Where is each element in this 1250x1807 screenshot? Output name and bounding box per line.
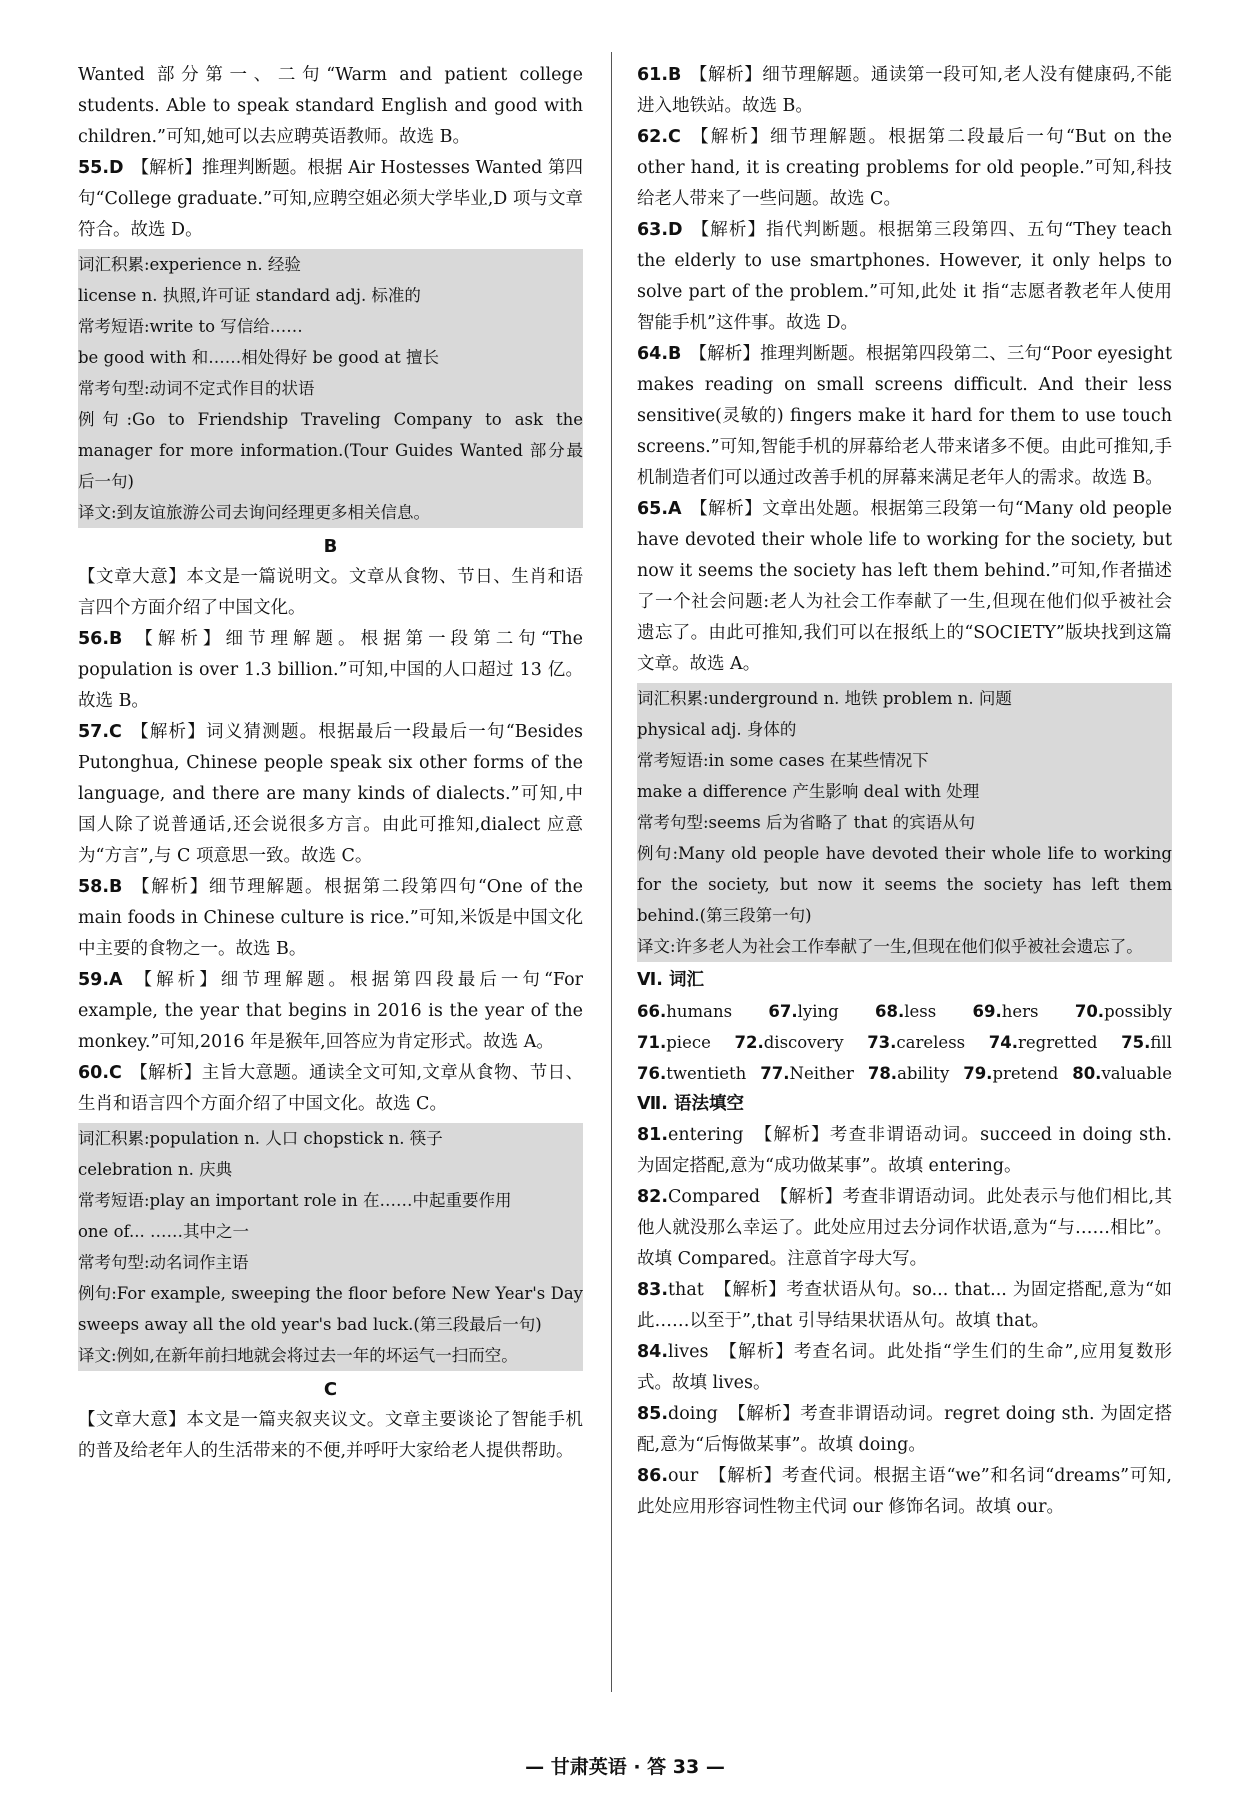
answer-86: 86.our 【解析】考查代词。根据主语“we”和名词“dreams”可知,此处应用形容词性物主代词 our 修饰名词。故填 our。 bbox=[637, 1466, 1172, 1517]
vocab-item: 66.humans bbox=[637, 1002, 733, 1021]
vocab-item: 73.careless bbox=[867, 1033, 966, 1052]
answer-61: 61.B 【解析】细节理解题。通读第一段可知,老人没有健康码,不能进入地铁站。故选 B。 bbox=[637, 65, 1172, 116]
vocab-item: 74.regretted bbox=[988, 1033, 1098, 1052]
notes-box-55: 词汇积累:experience n. 经验 license n. 执照,许可证 standard adj. 标准的 常考短语:write to 写信给…… be good with 和……相处得好 be good at 擅长 常考句型:动词不定式作目的状语 例句:Go to Friendship Traveling Company to ask the manager for more information.(Tour Guides Wanted 部分最后一句) 译文:到友谊旅游公司去询问经理更多相关信息。 bbox=[78, 249, 583, 528]
vocab-item: 78.ability bbox=[867, 1064, 950, 1083]
answer-63: 63.D 【解析】指代判断题。根据第三段第四、五句“They teach the elderly to use smartphones. However, it only helps to solve part of the problem.”可知,此处 it 指“志愿者教老年人使用智能手机”这件事。故选 D。 bbox=[637, 220, 1172, 333]
vocab-row bbox=[637, 1058, 1172, 1089]
vocab-item: 79.pretend bbox=[963, 1064, 1059, 1083]
page-footer: — 甘肃英语 · 答 33 — bbox=[525, 1756, 725, 1778]
vocab-item: 67.lying bbox=[768, 1002, 839, 1021]
vocab-item: 80.valuable bbox=[1072, 1064, 1172, 1083]
answer-57: 57.C 【解析】词义猜测题。根据最后一段最后一句“Besides Putonghua, Chinese people speak six other forms of the language, and there are many kinds of dialects.”可知,中国人除了说普通话,还会说很多方言。由此可推知,dialect 应意为“方言”,与 C 项意思一致。故选 C。 bbox=[78, 722, 583, 866]
paragraph: Wanted 部分第一、二句“Warm and patient college students. Able to speak standard English and good with children.”可知,她可以去应聘英语教师。故选 B。 bbox=[78, 65, 583, 147]
vocab-item: 75.fill bbox=[1121, 1033, 1172, 1052]
section-c-heading: C bbox=[323, 1379, 338, 1400]
vocab-row bbox=[637, 996, 1172, 1027]
answer-83: 83.that 【解析】考查状语从句。so... that... 为固定搭配,意为“如此……以至于”,that 引导结果状语从句。故填 that。 bbox=[637, 1280, 1172, 1331]
vocab-item: 70.possibly bbox=[1074, 1002, 1172, 1021]
answer-82: 82.Compared 【解析】考查非谓语动词。此处表示与他们相比,其他人就没那么幸运了。此处应用过去分词作状语,意为“与……相比”。故填 Compared。注意首字母大写。 bbox=[637, 1187, 1172, 1269]
answer-84: 84.lives 【解析】考查名词。此处指“学生们的生命”,应用复数形式。故填 lives。 bbox=[637, 1342, 1172, 1393]
answer-56: 56.B 【解析】细节理解题。根据第一段第二句“The population is over 1.3 billion.”可知,中国的人口超过 13 亿。故选 B。 bbox=[78, 629, 583, 711]
left-column bbox=[78, 60, 583, 1467]
answer-58: 58.B 【解析】细节理解题。根据第二段第四句“One of the main foods in Chinese culture is rice.”可知,米饭是中国文化中主要的食物之一。故选 B。 bbox=[78, 877, 583, 959]
vocab-row bbox=[637, 1027, 1172, 1058]
vocab-item: 69.hers bbox=[972, 1002, 1039, 1021]
answer-81: 81.entering 【解析】考查非谓语动词。succeed in doing sth. 为固定搭配,意为“成功做某事”。故填 entering。 bbox=[637, 1125, 1172, 1176]
vocab-item: 72.discovery bbox=[734, 1033, 844, 1052]
vocab-item: 76.twentieth bbox=[637, 1064, 747, 1083]
answer-64: 64.B 【解析】推理判断题。根据第四段第二、三句“Poor eyesight makes reading on small screens difficult. And their less sensitive(灵敏的) fingers make it hard for them to use touch screens.”可知,智能手机的屏幕给老人带来诸多不便。由此可推知,手机制造者们可以通过改善手机的屏幕来满足老年人的需求。故选 B。 bbox=[637, 344, 1172, 488]
answer-59: 59.A 【解析】细节理解题。根据第四段最后一句“For example, the year that begins in 2016 is the year of the monkey.”可知,2016 年是猴年,回答应为肯定形式。故选 A。 bbox=[78, 970, 583, 1052]
notes-box-65: 词汇积累:underground n. 地铁 problem n. 问题 physical adj. 身体的 常考短语:in some cases 在某些情况下 make a difference 产生影响 deal with 处理 常考句型:seems 后为省略了 that 的宾语从句 例句:Many old people have devoted their whole life to working for the society, but now it seems the society has left them behind.(第三段第一句) 译文:许多老人为社会工作奉献了一生,但现在他们似乎被社会遗忘了。 bbox=[637, 683, 1172, 962]
vocab-item: 71.piece bbox=[637, 1033, 711, 1052]
section-b-heading: B bbox=[323, 536, 338, 557]
section-vocabulary-heading: Ⅵ. 词汇 bbox=[637, 970, 704, 990]
vocab-item: 77.Neither bbox=[760, 1064, 854, 1083]
notes-box-60: 词汇积累:population n. 人口 chopstick n. 筷子 celebration n. 庆典 常考短语:play an important role in 在……中起重要作用 one of... ……其中之一 常考句型:动名词作主语 例句:For example, sweeping the floor before New Year's Day sweeps away all the old year's bad luck.(第三段最后一句) 译文:例如,在新年前扫地就会将过去一年的坏运气一扫而空。 bbox=[78, 1123, 583, 1371]
summary-c: 【文章大意】本文是一篇夹叙夹议文。文章主要谈论了智能手机的普及给老年人的生活带来的不便,并呼吁大家给老人提供帮助。 bbox=[78, 1410, 583, 1461]
section-grammar-heading: Ⅶ. 语法填空 bbox=[637, 1094, 744, 1114]
answer-65: 65.A 【解析】文章出处题。根据第三段第一句“Many old people have devoted their whole life to working for the society, but now it seems the society has left them behind.”可知,作者描述了一个社会问题:老人为社会工作奉献了一生,但现在他们似乎被社会遗忘了。由此可推知,我们可以在报纸上的“SOCIETY”版块找到这篇文章。故选 A。 bbox=[637, 499, 1172, 674]
answer-62: 62.C 【解析】细节理解题。根据第二段最后一句“But on the other hand, it is creating problems for old people.”可知,科技给老人带来了一些问题。故选 C。 bbox=[637, 127, 1172, 209]
vocab-item: 68.less bbox=[875, 1002, 937, 1021]
answer-85: 85.doing 【解析】考查非谓语动词。regret doing sth. 为固定搭配,意为“后悔做某事”。故填 doing。 bbox=[637, 1404, 1172, 1455]
answer-60: 60.C 【解析】主旨大意题。通读全文可知,文章从食物、节日、生肖和语言四个方面介绍了中国文化。故选 C。 bbox=[78, 1063, 583, 1114]
summary-b: 【文章大意】本文是一篇说明文。文章从食物、节日、生肖和语言四个方面介绍了中国文化。 bbox=[78, 567, 583, 618]
answer-55: 55.D 【解析】推理判断题。根据 Air Hostesses Wanted 第四句“College graduate.”可知,应聘空姐必须大学毕业,D 项与文章符合。故选 D。 bbox=[78, 158, 583, 240]
right-column bbox=[637, 60, 1172, 1523]
